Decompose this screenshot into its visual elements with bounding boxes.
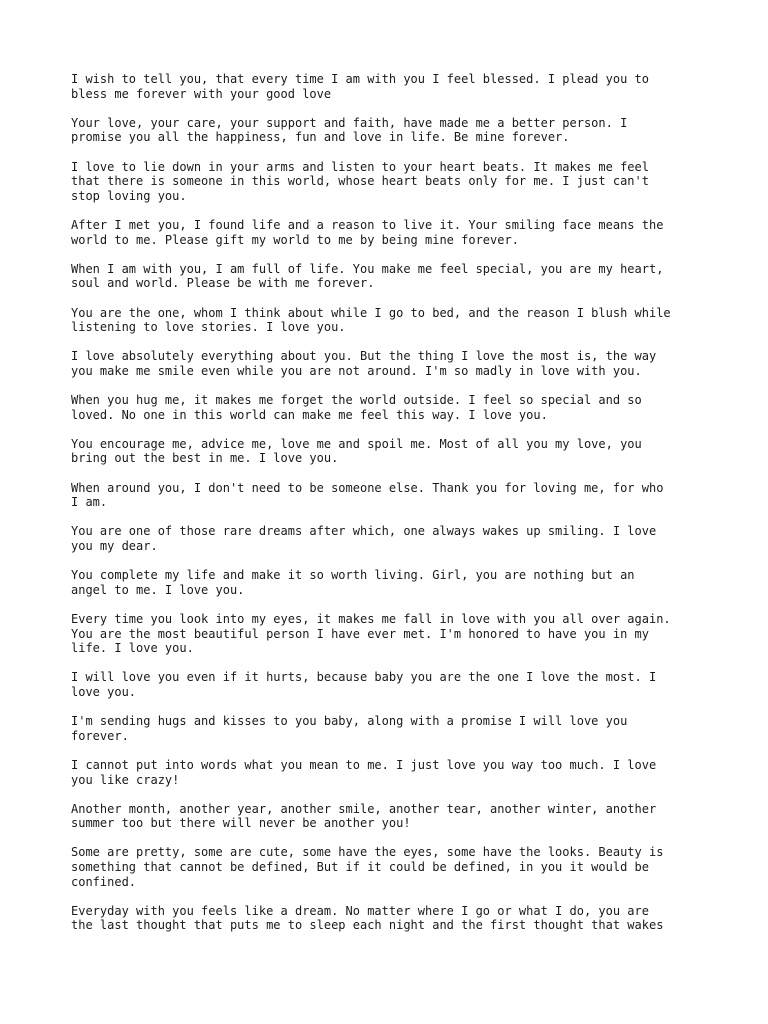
paragraph: Some are pretty, some are cute, some have the eyes, some have the looks. Beauty is something that cannot be defined, But if it could be defined, in you it would be confined. xyxy=(71,845,664,889)
paragraph: You encourage me, advice me, love me and spoil me. Most of all you my love, you bring out the best in me. I love you. xyxy=(71,436,642,466)
paragraph: Everyday with you feels like a dream. No matter where I go or what I do, you are the last thought that puts me to sleep each night and the first thought that wakes xyxy=(71,903,664,933)
paragraph: After I met you, I found life and a reason to live it. Your smiling face means the world to me. Please gift my world to me by being mine forever. xyxy=(71,217,664,247)
paragraph: When I am with you, I am full of life. You make me feel special, you are my heart, soul and world. Please be with me forever. xyxy=(71,261,664,291)
paragraph: When you hug me, it makes me forget the world outside. I feel so special and so loved. No one in this world can make me feel this way. I love you. xyxy=(71,393,642,422)
paragraph: I love absolutely everything about you. But the thing I love the most is, the way you make me smile even while you are not around. I'm so madly in love with you. xyxy=(71,349,657,378)
paragraph: Your love, your care, your support and faith, have made me a better person. I promise you all the happiness, fun and love in life. Be mine forever. xyxy=(71,115,628,145)
paragraph: I will love you even if it hurts, because baby you are the one I love the most. I love you. xyxy=(71,670,657,699)
paragraph: I cannot put into words what you mean to me. I just love you way too much. I love you like crazy! xyxy=(71,757,657,787)
paragraph: You are one of those rare dreams after which, one always wakes up smiling. I love you my dear. xyxy=(71,524,657,553)
paragraph: I'm sending hugs and kisses to you baby, along with a promise I will love you forever. xyxy=(71,714,628,743)
paragraph: You complete my life and make it so worth living. Girl, you are nothing but an angel to me. I love you. xyxy=(71,568,635,597)
paragraph: When around you, I don't need to be someone else. Thank you for loving me, for who I am. xyxy=(71,480,664,510)
paragraph: Every time you look into my eyes, it makes me fall in love with you all over again. You are the most beautiful person I have ever met. I'm honored to have you in my life. I love you. xyxy=(71,611,671,656)
paragraph: Another month, another year, another smile, another tear, another winter, another summer too but there will never be another you! xyxy=(71,801,657,831)
paragraph: I love to lie down in your arms and listen to your heart beats. It makes me feel that there is someone in this world, whose heart beats only for me. I just can't stop loving you. xyxy=(71,159,649,203)
paragraph: I wish to tell you, that every time I am with you I feel blessed. I plead you to bless me forever with your good love xyxy=(71,72,649,101)
document-body xyxy=(71,72,711,948)
paragraph: You are the one, whom I think about while I go to bed, and the reason I blush while listening to love stories. I love you. xyxy=(71,305,671,335)
